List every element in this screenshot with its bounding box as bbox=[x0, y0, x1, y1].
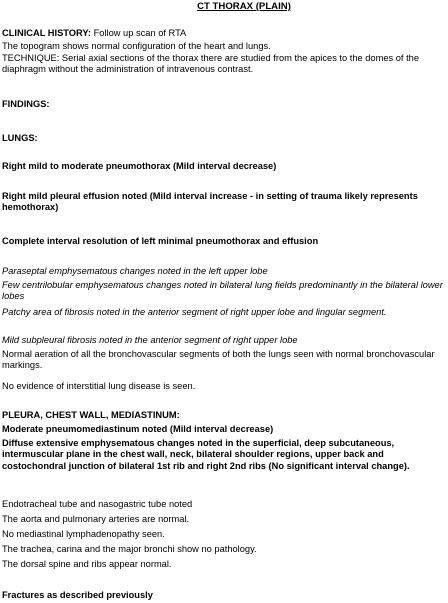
pleura-emphysema: Diffuse extensive emphysematous changes noted in the superficial, deep subcutaneous, intermuscular plane in the chest wall, neck, bilateral shoulder regions, upper back and costochondral junction of bilateral 1st rib and right 2nd ribs (No significant interval change). bbox=[2, 438, 410, 471]
pleura-spine: The dorsal spine and ribs appear normal. bbox=[2, 559, 172, 569]
report-title: CT THORAX (PLAIN) bbox=[197, 1, 291, 12]
pleura-tubes: Endotracheal tube and nasogastric tube noted bbox=[2, 499, 193, 509]
lungs-italic-paraseptal: Paraseptal emphysematous changes noted in the left upper lobe bbox=[2, 266, 268, 276]
lungs-italic-subpleural: Mild subpleural fibrosis noted in the anterior segment of right upper lobe bbox=[2, 335, 298, 345]
clinical-history-label: CLINICAL HISTORY: bbox=[2, 28, 92, 38]
lungs-finding-pneumothorax: Right mild to moderate pneumothorax (Mild interval decrease) bbox=[2, 161, 277, 171]
lungs-heading: LUNGS: bbox=[2, 133, 38, 143]
lungs-normal-aeration: Normal aeration of all the bronchovascular segments of both the lungs seen with normal bronchovascular markings. bbox=[2, 349, 435, 371]
lungs-normal-no-ild: No evidence of interstitial lung disease is seen. bbox=[2, 381, 196, 391]
pleura-lymph: No mediastinal lymphadenopathy seen. bbox=[2, 529, 165, 539]
fractures-line: Fractures as described previously bbox=[2, 590, 153, 600]
pleura-trachea: The trachea, carina and the major bronchi show no pathology. bbox=[2, 544, 257, 554]
pleura-pneumomediastinum: Moderate pneumomediastinum noted (Mild interval decrease) bbox=[2, 424, 274, 434]
lungs-italic-fibrosis: Patchy area of fibrosis noted in the anterior segment of right upper lobe and lingular segment. bbox=[2, 307, 387, 317]
technique-paragraph: TECHNIQUE: Serial axial sections of the thorax there are studied from the apices to the domes of the diaphragm without the administration of intravenous contrast. bbox=[2, 53, 420, 75]
findings-heading: FINDINGS: bbox=[2, 99, 50, 109]
pleura-heading: PLEURA, CHEST WALL, MEDIASTINUM: bbox=[2, 410, 180, 420]
lungs-finding-resolution: Complete interval resolution of left minimal pneumothorax and effusion bbox=[2, 236, 319, 246]
topogram-line: The topogram shows normal configuration of the heart and lungs. bbox=[2, 41, 271, 51]
lungs-italic-centrilobular: Few centrilobular emphysematous changes noted in bilateral lung fields predominantly in the bilateral lower lobes bbox=[2, 280, 443, 302]
clinical-history-line bbox=[2, 28, 446, 39]
pleura-aorta: The aorta and pulmonary arteries are normal. bbox=[2, 514, 190, 524]
clinical-history-text: Follow up scan of RTA bbox=[91, 28, 187, 38]
lungs-finding-effusion: Right mild pleural effusion noted (Mild interval increase - in setting of trauma likely represents hemothorax) bbox=[2, 191, 418, 213]
